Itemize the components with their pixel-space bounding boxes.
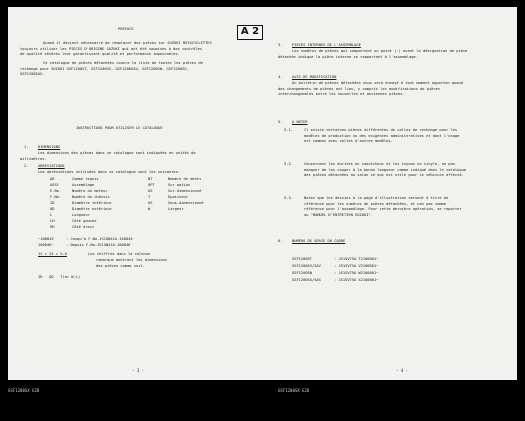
dimension-formula: 12 × 24 × 5.0 [38, 252, 67, 256]
section-number: 5. [278, 120, 283, 124]
section-title-notes: A NOTER [292, 120, 308, 124]
instructions-title: INSTRUCTIONS POUR UTILISER LE CATALOGUE [76, 126, 163, 130]
section-title-dimensions: DIMENSIONS [38, 145, 61, 149]
preface-line: Quand il devient nécessaire de remplacer des pièces sur SUZUKI MOTOCYCLETTES [43, 41, 212, 45]
section-number: 6. [278, 239, 283, 243]
section-number: 4. [278, 75, 283, 79]
dimension-note: Les chiffres dans la colonne [88, 252, 151, 256]
preface-line: toujours utiliser les PIECES D'ORIGINE SUZUKI qui ont été soumises à des contrôles [20, 46, 203, 51]
footer-right: GSF1200SX E28 [278, 388, 310, 393]
section-text: interchangeables entre les nouvelles et anciennes pièces. [278, 92, 405, 96]
preface-line: de qualité sévères leur garantissant qualité et performance impeccables. [20, 52, 180, 56]
section-text: Les abréviations utilisées dans ce catalogue sont les suivantes: [38, 170, 181, 174]
frame-range-code: ~100045 [38, 237, 54, 241]
section-text: des changements de pièces ont lieu, y compris les modifications de pièces [278, 86, 441, 91]
section-title-modification-notice: AVIS DE MODIFICATION [292, 75, 337, 79]
dimension-legend: ID OD T(or W,L) [38, 275, 81, 279]
frame-range-text: : Jusqu'à F.No.JS1GN41A-100045 [66, 237, 133, 241]
section-text: Les dimensions des pièces dans ce catalogue sont indiquées en unités de [38, 151, 196, 155]
page-number: - 4 - [396, 368, 409, 373]
section-number: 3. [278, 43, 283, 47]
section-title-internal-parts: PIECES INTERNES DE L'ASSEMBLAGE [292, 43, 361, 47]
section-title-frame-serial: NUMERO DE SERIE DU CADRE [292, 239, 346, 243]
right-page: 3. PIECES INTERNES DE L'ASSEMBLAGE Les numéros de pièces qui comportent un point (·) avant la désignation de pièce détachée indique la pièce interne se rapportant à l'assemblage. 4. AVIS DE MODIFICATION Un bulletin de pièces détachées vous sera envoyé à tout moment opportun quand des changements de pièces ont lieu, y compris les modifications de pièces interchangeables entre les nouvelles et anciennes pièces. 5. A NOTER 5-1. Il existe certaines pièces différentes de celles de rechange pour les modèles de production vu des exigences administratives et dont l'usage est commun avec celles d'autres modèles. 5-2. Concernant les durites en caoutchouc et les tuyaux en vinyle, ne pas manquer de les couper à la bonne longueur comme indiqué dans le catalogue des pièces détachées au salon ce qui est utile pour le véhicule affecté. 5-3. Notez que les dessins à la page d'illustration servent à titre de référence pour les numéros de pièces détachées, et non pas comme référence pour l'assemblage. Pour cette dernière opération, se reporter au "MANUEL D'ENTRETIEN SUZUKI". 6. NUMERO DE SERIE DU CADRE GSF1200ST : JS1GV75A T2100001~ GSF1200SV/SAV : JS1GV75A V2100001~ GSF1200SW : JS1GV75A W2100001~ GSF1200SX/SAX : JS1GV75A X2100001~ - 4 - [278, 43, 468, 373]
page-number: - 3 - [132, 368, 145, 373]
section-text: détachée indique la pièce interne se rapportant à l'assemblage. [278, 54, 418, 59]
section-number: 1. [24, 145, 29, 149]
dimension-note: des pièces comme suit. [96, 264, 145, 268]
preface-line: rechange pour SUZUKI GSF1200ST, GSF1200SV, GSF1200SAV, GSF1200SW, GSF1200SX, [20, 66, 189, 71]
section-number: 2. [24, 164, 29, 168]
preface-line: GSF1200SAX. [20, 72, 45, 76]
preface-title: PREFACE [118, 27, 134, 31]
frame-range-text: : Depuis F.No.JS1GN41A-100046 [66, 243, 131, 247]
section-text: Un bulletin de pièces détachées vous sera envoyé à tout moment opportun quand [292, 81, 463, 85]
section-title-abbreviations: ABREVIATIONS [38, 164, 65, 168]
footer-left: GSF1200SX E28 [8, 388, 40, 393]
preface-line: Ce catalogue de pièces détachées couvre la liste de toutes les pièces de [43, 61, 203, 65]
frame-range-code: 100046~ [38, 243, 54, 247]
page-badge: A 2 [237, 25, 263, 40]
section-text: millimètres. [20, 156, 47, 161]
section-text: Les numéros de pièces qui comportent un point (·) avant la désignation de pièce [292, 49, 468, 53]
catalog-page-spread [8, 7, 517, 380]
dimension-note: remarque montrent les dimensions [96, 258, 168, 262]
left-page: PREFACE Quand il devient nécessaire de remplacer des pièces sur SUZUKI MOTOCYCLETTES toujours utiliser les PIECES D'ORIGINE SUZUKI qui ont été soumises à des contrôles de qualité sévères leur garantissant qualité et performance impeccables. Ce catalogue de pièces détachées couvre la liste de toutes les pièces de rechange pour SUZUKI GSF1200ST, GSF1200SV, GSF1200SAV, GSF1200SW, GSF1200SX, GSF1200SAX. INSTRUCTIONS POUR UTILISER LE CATALOGUE 1. DIMENSIONS Les dimensions des pièces dans ce catalogue sont indiquées en unités de millimètres. 2. ABREVIATIONS Les abréviations utilisées dans ce catalogue sont les suivantes: AR Comme requis NT Nombre de dents ASSY Assemblage OPT Sur option E.No. Numéro du moteur OS Sur-dimensionné F.No. Numéro du châssis T Epaisseur ID Diamètre intérieur US Sous-dimensionné OD Diamètre extérieur W Largeur L Longueur LH Côté gauche RH Côté droit ~100045 : Jusqu'à F.No.JS1GN41A-100045 100046~ : Depuis F.No.JS1GN41A-100046 12 × 24 × 5.0 Les chiffres dans la colonne remarque montrent les dimensions des pièces comme suit. ID OD T(or W,L) - 3 - [20, 27, 212, 373]
